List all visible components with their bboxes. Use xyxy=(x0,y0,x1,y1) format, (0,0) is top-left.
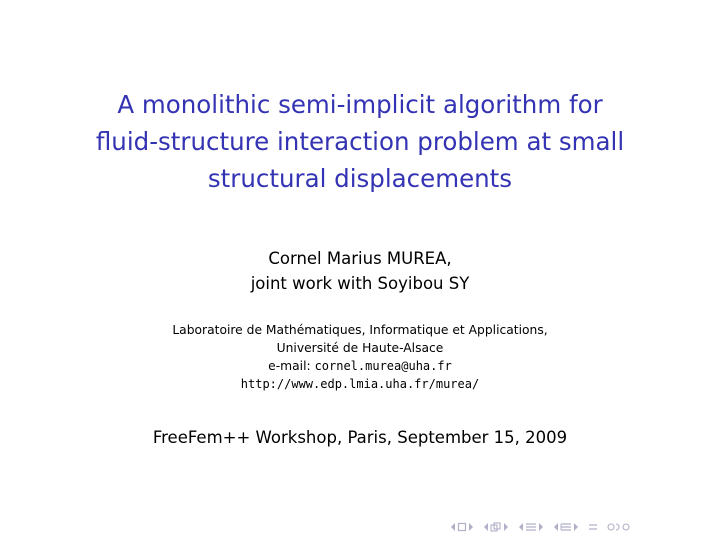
slide-nav-group xyxy=(553,522,579,532)
title-line-3: structural displacements xyxy=(207,164,513,193)
search-group xyxy=(607,522,631,532)
align-group xyxy=(588,522,598,532)
email-line xyxy=(0,357,720,375)
coauthor: joint work with Soyibou SY xyxy=(250,274,470,293)
prev-section-icon[interactable] xyxy=(518,522,525,532)
author-block xyxy=(0,246,720,296)
lab-name: Laboratoire de Mathématiques, Informatique et Applications, xyxy=(172,323,548,337)
institution-block xyxy=(0,321,720,393)
section-icon[interactable] xyxy=(525,522,537,532)
email-label: e-mail: xyxy=(268,359,315,373)
email-address: cornel.murea@uha.fr xyxy=(314,359,452,373)
homepage-url: http://www.edp.lmia.uha.fr/murea/ xyxy=(240,377,480,391)
author-name: Cornel Marius MUREA, xyxy=(268,249,452,268)
presentation-title xyxy=(40,86,680,197)
title-line-1: A monolithic semi-implicit algorithm for xyxy=(117,90,603,119)
next-frame-icon[interactable] xyxy=(467,522,474,532)
event-info: FreeFem++ Workshop, Paris, September 15, 2009 xyxy=(152,428,568,447)
title-line-2: fluid-structure interaction problem at small xyxy=(95,127,625,156)
next-subsection-icon[interactable] xyxy=(502,522,509,532)
prev-subsection-icon[interactable] xyxy=(483,522,490,532)
next-section-icon[interactable] xyxy=(537,522,544,532)
next-slide-icon[interactable] xyxy=(572,522,579,532)
frame-nav-group xyxy=(450,522,474,532)
prev-slide-icon[interactable] xyxy=(553,522,560,532)
frame-icon[interactable] xyxy=(457,522,467,532)
prev-frame-icon[interactable] xyxy=(450,522,457,532)
subsection-icon[interactable] xyxy=(490,522,502,532)
university-name: Université de Haute-Alsace xyxy=(276,341,444,355)
slide-icon[interactable] xyxy=(560,522,572,532)
navigation-bar xyxy=(450,520,640,534)
subsection-nav-group xyxy=(483,522,509,532)
search-icon[interactable] xyxy=(607,522,631,532)
section-nav-group xyxy=(518,522,544,532)
align-icon[interactable] xyxy=(588,522,598,532)
